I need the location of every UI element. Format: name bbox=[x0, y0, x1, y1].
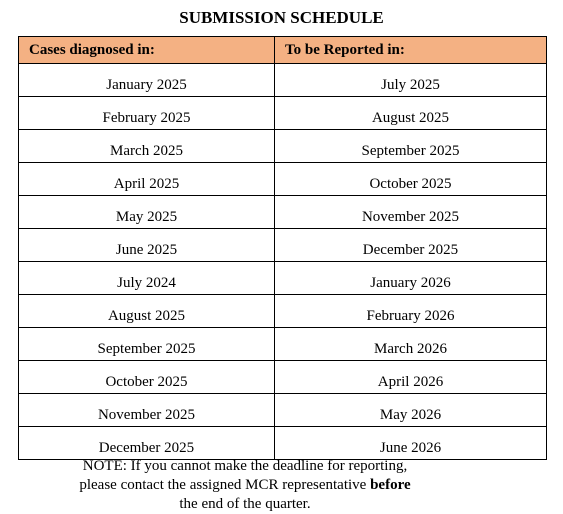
reported-cell: October 2025 bbox=[275, 163, 547, 196]
table-row bbox=[19, 427, 547, 460]
table-row bbox=[19, 394, 547, 427]
diagnosed-cell: September 2025 bbox=[19, 328, 275, 361]
table-row bbox=[19, 64, 547, 97]
table-row bbox=[19, 295, 547, 328]
table-row bbox=[19, 229, 547, 262]
diagnosed-cell: June 2025 bbox=[19, 229, 275, 262]
table-row bbox=[19, 361, 547, 394]
table-row bbox=[19, 328, 547, 361]
table-row bbox=[19, 97, 547, 130]
diagnosed-cell: October 2025 bbox=[19, 361, 275, 394]
table-row bbox=[19, 196, 547, 229]
reported-cell: June 2026 bbox=[275, 427, 547, 460]
reported-cell: September 2025 bbox=[275, 130, 547, 163]
schedule-title: SUBMISSION SCHEDULE bbox=[179, 8, 384, 27]
reported-cell: February 2026 bbox=[275, 295, 547, 328]
reported-cell: July 2025 bbox=[275, 64, 547, 97]
table-header-row bbox=[19, 37, 547, 64]
header-cases-diagnosed: Cases diagnosed in: bbox=[19, 37, 275, 64]
reported-cell: May 2026 bbox=[275, 394, 547, 427]
submission-schedule-table bbox=[18, 36, 547, 460]
reported-cell: April 2026 bbox=[275, 361, 547, 394]
note-line-2 bbox=[0, 476, 490, 495]
table-row bbox=[19, 262, 547, 295]
diagnosed-cell: August 2025 bbox=[19, 295, 275, 328]
diagnosed-cell: April 2025 bbox=[19, 163, 275, 196]
reported-cell: January 2026 bbox=[275, 262, 547, 295]
note-line-3: the end of the quarter. bbox=[179, 496, 311, 512]
note-line-2-text: please contact the assigned MCR representative bbox=[79, 477, 371, 493]
diagnosed-cell: May 2025 bbox=[19, 196, 275, 229]
diagnosed-cell: March 2025 bbox=[19, 130, 275, 163]
diagnosed-cell: July 2024 bbox=[19, 262, 275, 295]
note-emphasis-before: before bbox=[370, 477, 411, 493]
header-to-be-reported: To be Reported in: bbox=[275, 37, 547, 64]
note-line-1: NOTE: If you cannot make the deadline for reporting, bbox=[82, 458, 408, 474]
reported-cell: November 2025 bbox=[275, 196, 547, 229]
diagnosed-cell: December 2025 bbox=[19, 427, 275, 460]
reported-cell: December 2025 bbox=[275, 229, 547, 262]
diagnosed-cell: January 2025 bbox=[19, 64, 275, 97]
deadline-note bbox=[0, 457, 490, 514]
diagnosed-cell: February 2025 bbox=[19, 97, 275, 130]
diagnosed-cell: November 2025 bbox=[19, 394, 275, 427]
reported-cell: March 2026 bbox=[275, 328, 547, 361]
reported-cell: August 2025 bbox=[275, 97, 547, 130]
table-row bbox=[19, 130, 547, 163]
table-row bbox=[19, 163, 547, 196]
